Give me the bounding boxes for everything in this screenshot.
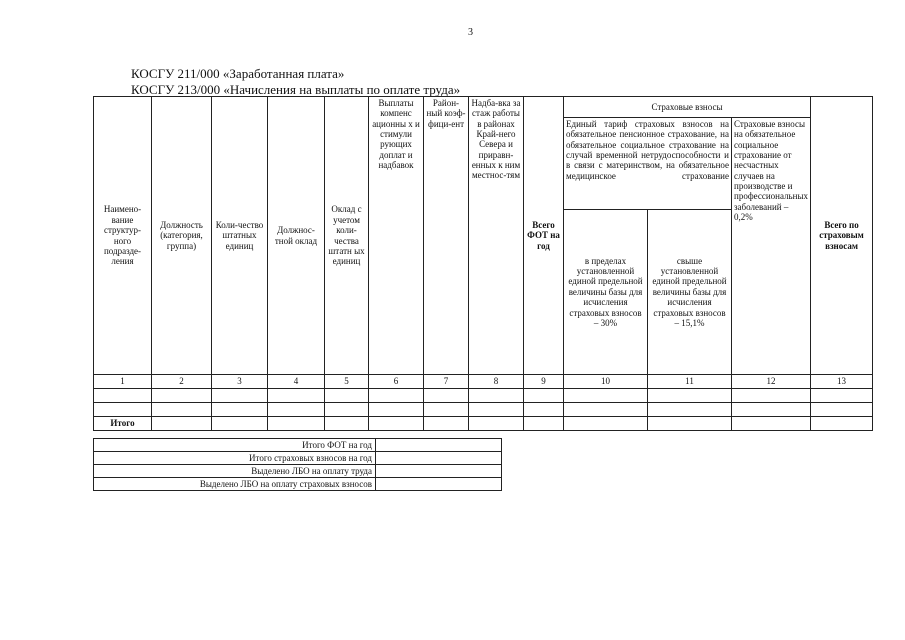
table-cell[interactable]: [469, 417, 524, 431]
table-cell[interactable]: [424, 389, 469, 403]
table-cell[interactable]: [268, 389, 325, 403]
header-base-salary: Должнос-тной оклад: [268, 97, 325, 375]
column-number: 5: [325, 375, 369, 389]
column-number: 9: [524, 375, 564, 389]
table-cell[interactable]: [152, 389, 212, 403]
summary-value-cell[interactable]: [376, 465, 502, 478]
table-cell[interactable]: [648, 403, 732, 417]
header-accident-insurance: Страховые взносы на обязательное социальное страхование от несчастных случаев на производстве и профессиональных заболеваний – 0,2%: [732, 118, 811, 375]
table-cell[interactable]: [325, 403, 369, 417]
total-label: Итого: [94, 417, 152, 431]
header-salary-with-units: Оклад с учетом коли-чества штатн ых единиц: [325, 97, 369, 375]
table-cell[interactable]: [94, 403, 152, 417]
page-number: 3: [468, 27, 473, 38]
table-cell[interactable]: [469, 389, 524, 403]
summary-value-cell[interactable]: [376, 478, 502, 491]
total-row: [94, 417, 873, 431]
column-number: 3: [212, 375, 268, 389]
column-number: 2: [152, 375, 212, 389]
table-cell[interactable]: [325, 417, 369, 431]
summary-label-total-fot: Итого ФОТ на год: [94, 439, 376, 452]
column-number: 8: [469, 375, 524, 389]
table-cell[interactable]: [469, 403, 524, 417]
column-number-row: [94, 375, 873, 389]
table-cell[interactable]: [524, 403, 564, 417]
header-compensation-payments: Выплаты компенс ационны х и стимули рующих доплат и надбавок: [369, 97, 424, 375]
table-cell[interactable]: [648, 389, 732, 403]
table-cell[interactable]: [732, 417, 811, 431]
table-cell[interactable]: [369, 417, 424, 431]
table-cell[interactable]: [212, 389, 268, 403]
table-cell[interactable]: [94, 389, 152, 403]
column-number: 10: [564, 375, 648, 389]
column-number: 7: [424, 375, 469, 389]
table-cell[interactable]: [268, 403, 325, 417]
salary-fund-table: [93, 96, 873, 431]
summary-row: [94, 452, 502, 465]
table-cell[interactable]: [268, 417, 325, 431]
header-district-coefficient: Район-ный коэф-фици-ент: [424, 97, 469, 375]
table-cell[interactable]: [564, 417, 648, 431]
table-cell[interactable]: [212, 403, 268, 417]
table-cell[interactable]: [732, 403, 811, 417]
table-cell[interactable]: [424, 403, 469, 417]
table-cell[interactable]: [811, 403, 873, 417]
table-cell[interactable]: [811, 417, 873, 431]
table-cell[interactable]: [564, 403, 648, 417]
table-row: [94, 403, 873, 417]
summary-row: [94, 439, 502, 452]
heading-kosgu-213: КОСГУ 213/000 «Начисления на выплаты по оплате труда»: [131, 82, 461, 97]
table-row: [94, 389, 873, 403]
column-number: 1: [94, 375, 152, 389]
table-cell[interactable]: [811, 389, 873, 403]
header-north-allowance: Надба-вка за стаж работы в районах Край-него Севера и приравн-енных к ним местнос-тям: [469, 97, 524, 375]
table-cell[interactable]: [424, 417, 469, 431]
table-cell[interactable]: [152, 403, 212, 417]
header-total-insurance: Всего по страховым взносам: [811, 97, 873, 375]
summary-label-lbo-salary: Выделено ЛБО на оплату труда: [94, 465, 376, 478]
table-cell[interactable]: [212, 417, 268, 431]
table-cell[interactable]: [152, 417, 212, 431]
column-number: 11: [648, 375, 732, 389]
table-cell[interactable]: [369, 389, 424, 403]
header-structural-unit: Наимено-вание структур-ного подразде-ления: [94, 97, 152, 375]
header-above-limit: свыше установленной единой предельной величины базы для исчисления страховых взносов – 15,1%: [648, 210, 732, 375]
summary-row: [94, 478, 502, 491]
summary-value-cell[interactable]: [376, 452, 502, 465]
heading-kosgu-211: КОСГУ 211/000 «Заработанная плата»: [131, 66, 345, 81]
table-cell[interactable]: [325, 389, 369, 403]
summary-value-cell[interactable]: [376, 439, 502, 452]
table-cell[interactable]: [524, 417, 564, 431]
header-unified-tariff: Единый тариф страховых взносов на обязательное пенсионное страхование, на обязательное социальное страхование на случай временной нетрудоспособности и в связи с материнством, на обязательное медицинское страхование: [564, 118, 732, 210]
header-total-fot: Всего ФОТ на год: [524, 97, 564, 375]
summary-label-total-insurance: Итого страховых взносов на год: [94, 452, 376, 465]
summary-table: [93, 438, 502, 491]
column-number: 12: [732, 375, 811, 389]
table-cell[interactable]: [564, 389, 648, 403]
header-insurance-contributions: Страховые взносы: [564, 97, 811, 118]
table-cell[interactable]: [369, 403, 424, 417]
table-cell[interactable]: [648, 417, 732, 431]
header-staff-count: Коли-чество штатных единиц: [212, 97, 268, 375]
column-number: 6: [369, 375, 424, 389]
column-number: 13: [811, 375, 873, 389]
header-within-limit: в пределах установленной единой предельной величины базы для исчисления страховых взносов – 30%: [564, 210, 648, 375]
table-cell[interactable]: [524, 389, 564, 403]
summary-label-lbo-insurance: Выделено ЛБО на оплату страховых взносов: [94, 478, 376, 491]
header-position: Должность (категория, группа): [152, 97, 212, 375]
column-number: 4: [268, 375, 325, 389]
summary-row: [94, 465, 502, 478]
table-cell[interactable]: [732, 389, 811, 403]
